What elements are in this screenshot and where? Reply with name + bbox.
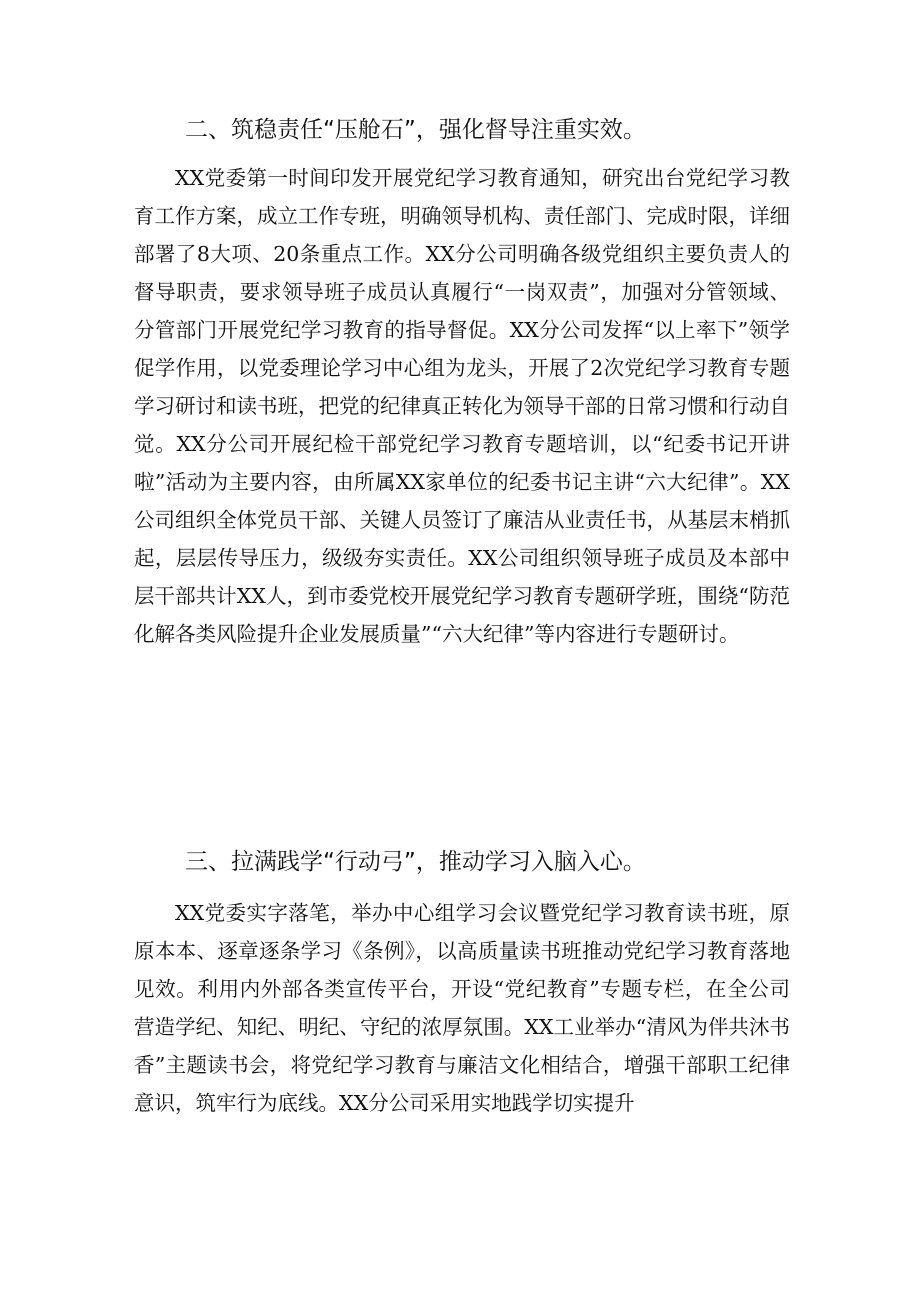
section-paragraph-3: XX党委实字落笔，举办中心组学习会议暨党纪学习教育读书班，原原本本、逐章逐条学习《条例》，以高质量读书班推动党纪学习教育落地见效。利用内外部各类宣传平台，开设“党纪教育”专题专栏，在全公司营造学纪、知纪、明纪、守纪的浓厚氛围。XX工业举办“清风为伴共沐书香”主题读书会，将党纪学习教育与廉洁文化相结合，增强干部职工纪律意识，筑牢行为底线。XX分公司采用实地践学切实提升 — [134, 901, 790, 1115]
section-paragraph-2: XX党委第一时间印发开展党纪学习教育通知，研究出台党纪学习教育工作方案，成立工作专班，明确领导机构、责任部门、完成时限，详细部署了8大项、20条重点工作。XX分公司明确各级党组织主要负责人的督导职责，要求领导班子成员认真履行“一岗双责”，加强对分管领域、分管部门开展党纪学习教育的指导督促。XX分公司发挥“以上率下”领学促学作用，以党委理论学习中心组为龙头，开展了2次党纪学习教育专题学习研讨和读书班，把党的纪律真正转化为领导干部的日常习惯和行动自觉。XX分公司开展纪检干部党纪学习教育专题培训，以“纪委书记开讲啦”活动为主要内容，由所属XX家单位的纪委书记主讲“六大纪律”。XX公司组织全体党员干部、关键人员签订了廉洁从业责任书，从基层末梢抓起，层层传导压力，级级夯实责任。XX公司组织领导班子成员及本部中层干部共计XX人，到市委党校开展党纪学习教育专题研学班，围绕“防范化解各类风险提升企业发展质量”“六大纪律”等内容进行专题研讨。 — [134, 166, 790, 646]
section-heading-2: 二、筑稳责任“压舱石”，强化督导注重实效。 — [185, 117, 646, 143]
section-heading-3: 三、拉满践学“行动弓”，推动学习入脑入心。 — [185, 849, 646, 875]
